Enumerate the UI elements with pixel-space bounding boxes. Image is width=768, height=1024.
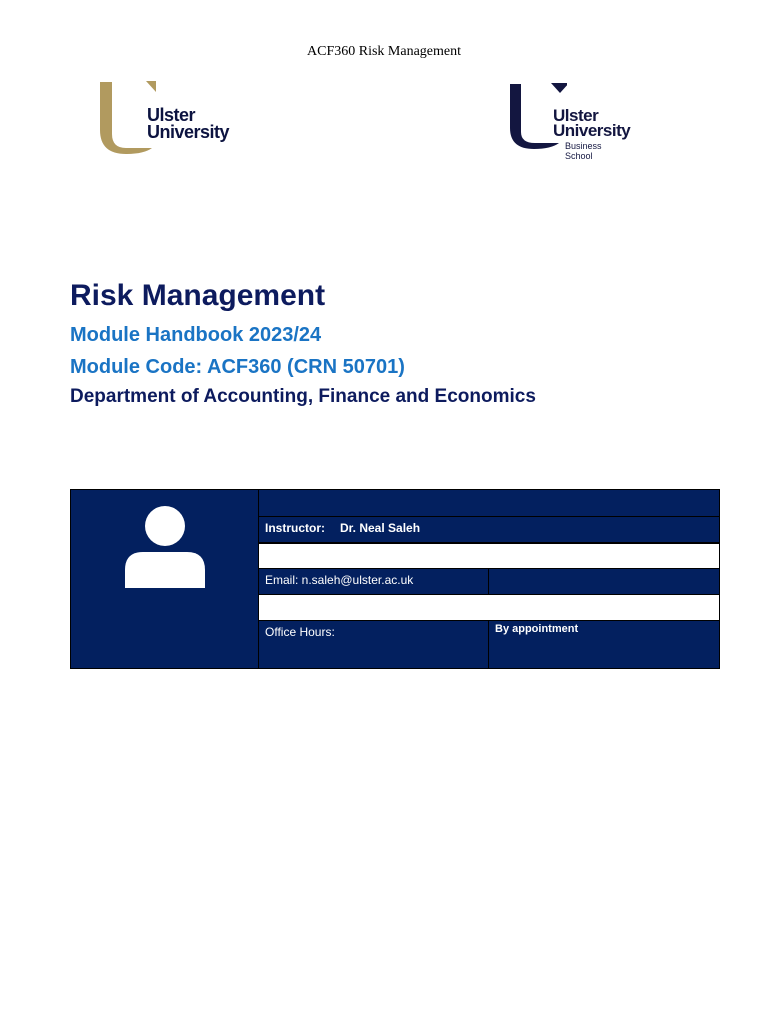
- logo-left-line1: Ulster: [147, 105, 196, 125]
- spacer-row-2: [258, 595, 720, 620]
- email-row-right: [488, 568, 720, 595]
- instructor-name: Dr. Neal Saleh: [340, 521, 421, 535]
- email-row: [258, 568, 489, 595]
- instructor-row: [258, 516, 720, 543]
- avatar-panel: [70, 489, 259, 669]
- person-icon: [123, 506, 207, 590]
- logo-left-line2: University: [147, 122, 230, 142]
- department-name: Department of Accounting, Finance and Economics: [70, 386, 536, 407]
- logo-right-line2: University: [553, 121, 631, 140]
- office-hours-label: Office Hours:: [265, 625, 335, 639]
- office-hours-value: By appointment: [495, 623, 579, 635]
- email-text: Email: n.saleh@ulster.ac.uk: [265, 573, 414, 587]
- module-code-subtitle: Module Code: ACF360 (CRN 50701): [70, 356, 405, 378]
- office-hours-value-cell: [488, 620, 720, 669]
- handbook-subtitle: Module Handbook 2023/24: [70, 324, 322, 346]
- ulster-business-school-logo: [507, 80, 647, 164]
- running-header: ACF360 Risk Management: [307, 44, 461, 59]
- instructor-card: [70, 489, 720, 669]
- page-title: Risk Management: [70, 279, 326, 312]
- spacer-row-1: [258, 543, 720, 568]
- card-top-bar: [258, 489, 720, 517]
- logo-right-line1: Ulster: [553, 106, 599, 125]
- ulster-university-logo: [96, 78, 246, 158]
- logo-right-line3: Business: [565, 141, 602, 151]
- logo-right-line4: School: [565, 151, 593, 161]
- office-hours-label-cell: [258, 620, 489, 669]
- instructor-label: Instructor:: [265, 521, 325, 535]
